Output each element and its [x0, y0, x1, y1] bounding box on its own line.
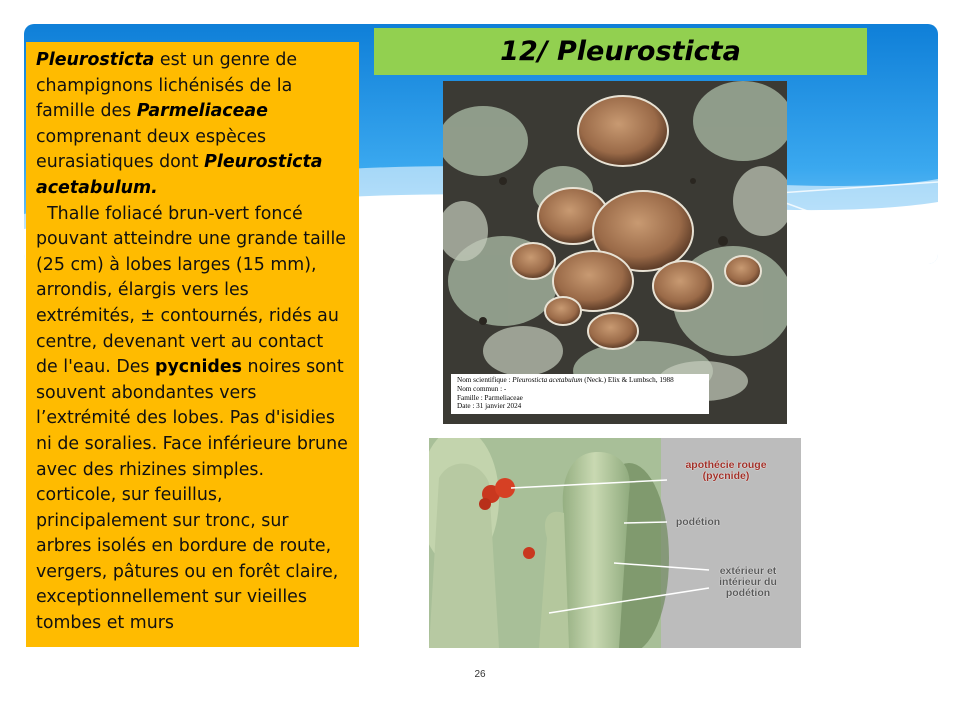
page-number: 26 [474, 669, 486, 680]
caption-author: (Neck.) Elix & Lumbsch, 1988 [582, 376, 674, 384]
label-podetion: podétion [675, 516, 721, 528]
family-name: Parmeliaceae [136, 101, 268, 122]
genus-name: Pleurosticta [36, 50, 155, 70]
caption-label: Nom scientifique : [457, 376, 513, 384]
description-text: noires sont souvent abondantes vers l’extrémité des lobes. Pas d'isidies ni de soralies. Face inférieure brune avec des rhizines simples. corticole, sur feuillus, principalement sur tronc, sur arbres isolés en bordure de route, vergers, pâtures ou en forêt claire, exceptionnellement sur vieilles tombes et murs [36, 357, 354, 634]
species-name: Pleurosticta acetabulum. [36, 152, 323, 198]
photo-caption [451, 374, 709, 414]
label-apothecie-line1: apothécie rouge [685, 459, 767, 471]
label-apothecie [665, 460, 787, 482]
pycnides-term: pycnides [155, 357, 243, 378]
label-exterieur-interieur [705, 566, 791, 599]
podetion-photo [429, 438, 801, 648]
label-ext-line1: extérieur et [719, 565, 777, 577]
caption-species: Pleurosticta acetabulum [512, 376, 583, 384]
label-apothecie-line2: (pycnide) [702, 470, 750, 482]
lichen-photo-main [443, 81, 787, 424]
caption-family: Famille : Parmeliaceae [457, 393, 523, 402]
slide-title: 12/ Pleurosticta [374, 28, 867, 75]
lichen-photo-image [443, 81, 787, 424]
description-text: est un genre de champignons lichénisés de la famille des [36, 50, 298, 122]
caption-scientific-name [457, 376, 703, 385]
description-text: comprenant deux espèces eurasiatiques dont [36, 126, 267, 173]
description-paragraph-2 [36, 202, 354, 637]
label-ext-line3: podétion [725, 587, 771, 599]
description-paragraph-1 [36, 48, 349, 202]
caption-common-name: Nom commun : - [457, 384, 507, 393]
description-text: Thalle foliacé brun-vert foncé pouvant atteindre une grande taille (25 cm) à lobes larges (15 mm), arrondis, élargis vers les extrémités, ± contournés, ridés au centre, devenant vert au contact de l'eau. Des [36, 203, 352, 378]
caption-date: Date : 31 janvier 2024 [457, 402, 522, 411]
description-textbox [26, 42, 359, 647]
label-ext-line2: intérieur du [719, 576, 777, 588]
